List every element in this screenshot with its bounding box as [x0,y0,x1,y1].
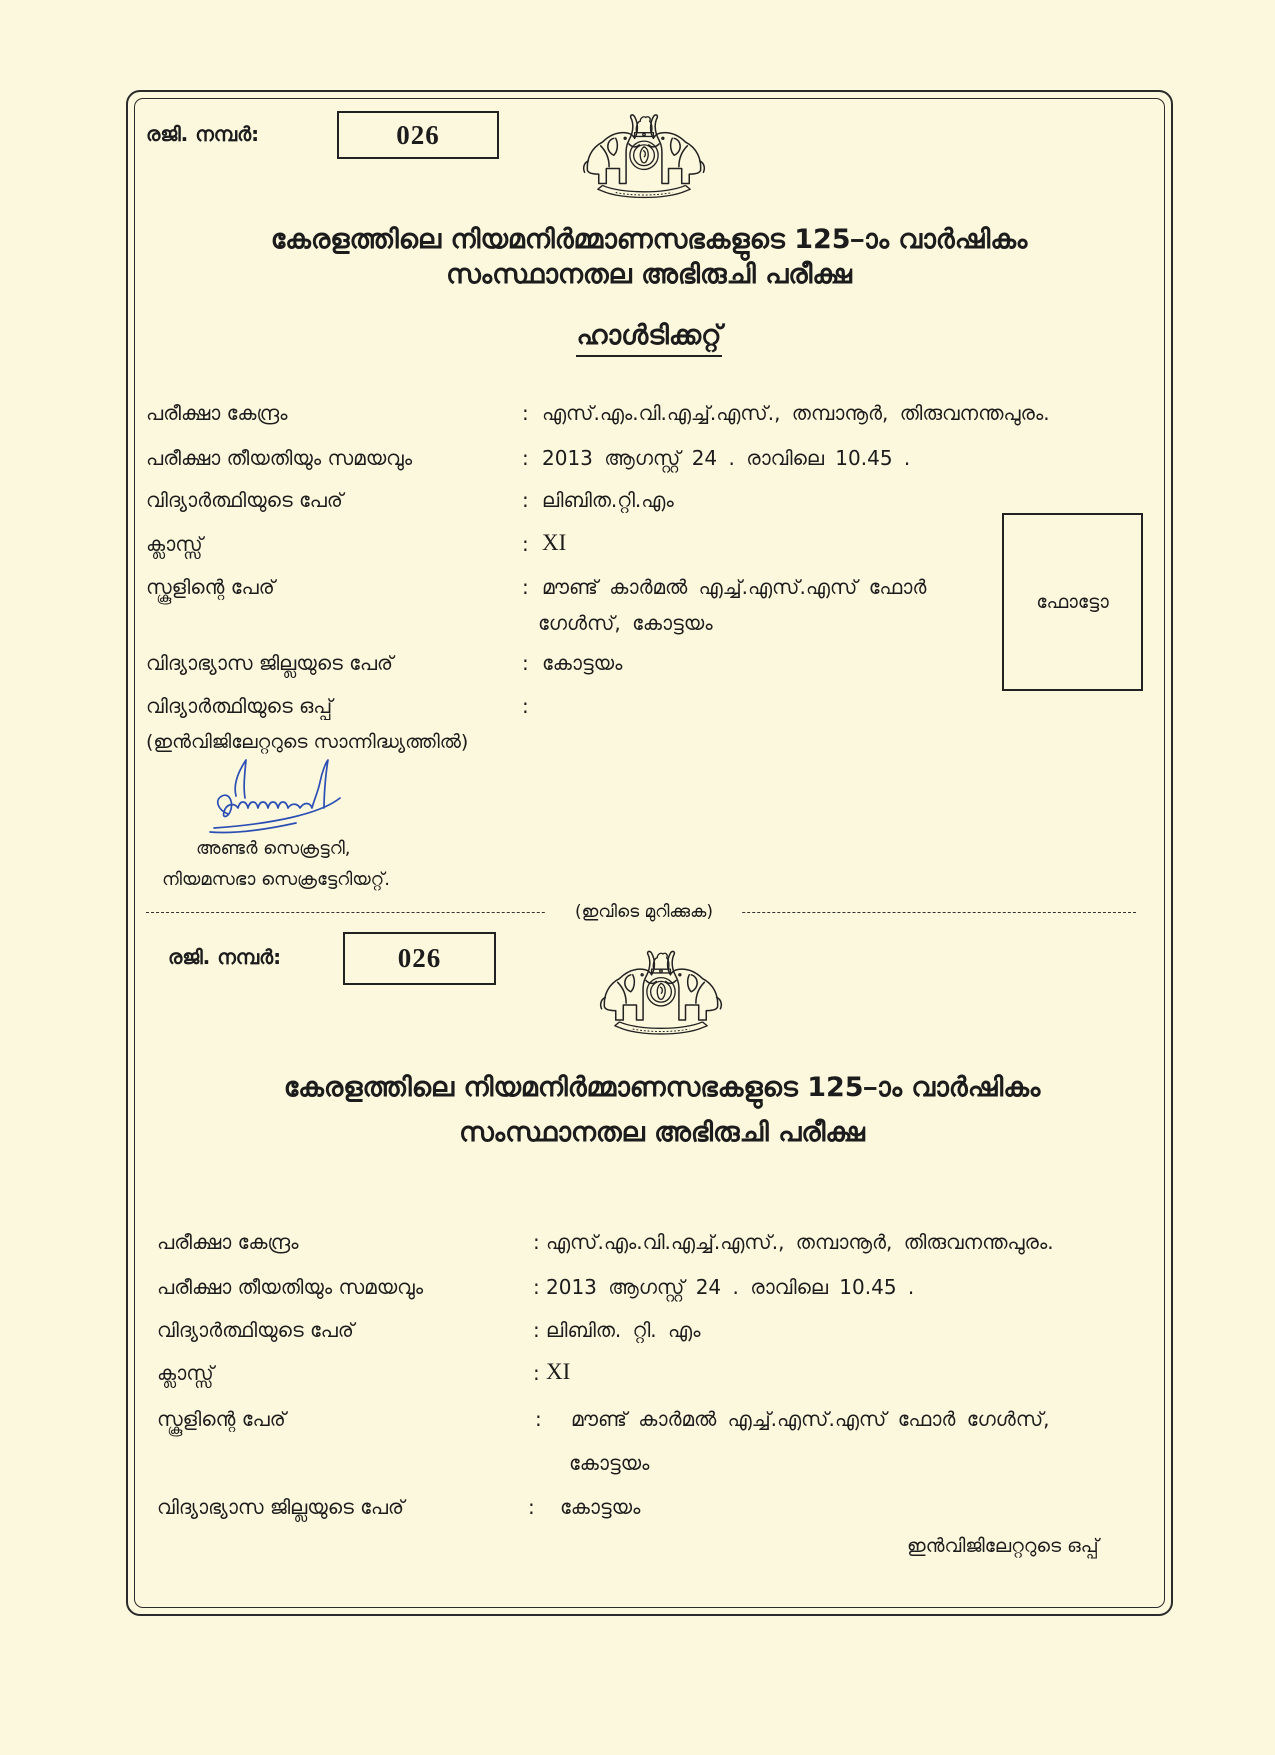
field-label-exam-date-time: പരീക്ഷാ തീയതിയും സമയവും [146,446,413,470]
field-value-school-name-line-2: ഗേൾസ്, കോട്ടയം [538,611,713,635]
hall-ticket-heading-row [134,318,1164,357]
field-value-education-district: കോട്ടയം [542,651,623,675]
field-value-school-name-line-1: മൗണ്ട് കാർമൽ എച്ച്.എസ്.എസ് ഫോർ [542,575,927,599]
handwritten-signature [200,752,380,848]
title-line-1: കേരളത്തിലെ നിയമനിർമ്മാണസഭകളുടെ 125–ാം വാർഷികം [283,1072,1041,1103]
field-value-exam-centre: എസ്.എം.വി.എച്ച്.എസ്., തമ്പാനൂർ, തിരുവനന്തപുരം. [542,401,1050,425]
field-value-exam-centre: എസ്.എം.വി.എച്ച്.എസ്., തമ്പാനൂർ, തിരുവനന്തപുരം. [546,1230,1054,1254]
field-value-class: XI [546,1359,571,1384]
field-label-student-name: വിദ്യാർത്ഥിയുടെ പേര് [146,488,343,512]
signatory-designation: അണ്ടർ സെക്രട്ടറി, [196,838,351,859]
field-value-student-name: ലിബിത. റ്റി. എം [546,1318,701,1342]
field-value-student-name: ലിബിത.റ്റി.എം [542,488,674,512]
field-value-class: XI [542,530,567,555]
photo-label: ഫോട്ടോ [1036,591,1109,613]
field-label-education-district: വിദ്യാഭ്യാസ ജില്ലയുടെ പേര് [146,651,394,675]
field-colon: : [522,694,529,718]
signatory-office: നിയമസഭാ സെക്രട്ടേറിയറ്റ്. [162,869,390,890]
reg-number-value: 026 [396,119,440,150]
signature-note: (ഇൻവിജിലേറ്ററുടെ സാന്നിദ്ധ്യത്തിൽ) [146,731,469,753]
photo-box [1002,513,1143,691]
field-label-school-name: സ്കൂളിന്റെ പേര് [157,1407,286,1431]
reg-number-box [343,932,496,985]
field-colon: : [522,532,529,556]
field-label-exam-centre: പരീക്ഷാ കേന്ദ്രം [146,401,288,425]
field-colon: : [533,1275,540,1299]
field-colon: : [533,1361,540,1385]
title-line-1: കേരളത്തിലെ നിയമനിർമ്മാണസഭകളുടെ 125–ാം വാർഷികം [270,224,1028,255]
field-label-school-name: സ്കൂളിന്റെ പേര് [146,575,275,599]
hall-ticket-heading: ഹാൾടിക്കറ്റ് [576,319,721,357]
field-colon: : [535,1407,542,1431]
field-value-school-name-line-2: കോട്ടയം [569,1451,650,1475]
emblem-ribbon [615,1022,707,1034]
field-label-exam-centre: പരീക്ഷാ കേന്ദ്രം [157,1230,299,1254]
field-value-exam-date-time: 2013 ആഗസ്റ്റ് 24 . രാവിലെ 10.45 . [542,446,911,470]
field-colon: : [522,488,529,512]
field-value-education-district: കോട്ടയം [560,1495,641,1519]
title-line-2: സംസ്ഥാനതല അഭിരുചി പരീക്ഷ [446,259,852,290]
field-colon: : [522,651,529,675]
cut-here-label: (ഇവിടെ മുറിക്കുക) [546,899,742,925]
reg-number-box [337,111,499,159]
reg-number-label: രജി. നമ്പർ: [168,945,282,969]
conch-shield [630,141,658,169]
field-label-student-signature: വിദ്യാർത്ഥിയുടെ ഒപ്പ് [146,694,333,718]
field-value-exam-date-time: 2013 ആഗസ്റ്റ് 24 . രാവിലെ 10.45 . [546,1275,915,1299]
title-line-2: സംസ്ഥാനതല അഭിരുചി പരീക്ഷ [459,1117,865,1148]
conch-shield [647,978,675,1006]
invigilator-signature-label: ഇൻവിജിലേറ്ററുടെ ഒപ്പ് [907,1535,1099,1557]
field-colon: : [522,446,529,470]
field-label-class: ക്ലാസ്സ് [146,532,203,556]
reg-number-value: 026 [397,943,442,973]
reg-number-label: രജി. നമ്പർ: [146,122,260,146]
field-label-education-district: വിദ്യാഭ്യാസ ജില്ലയുടെ പേര് [157,1495,405,1519]
emblem-ribbon [598,185,690,197]
state-emblem-icon [595,940,727,1036]
field-colon: : [522,575,529,599]
field-label-exam-date-time: പരീക്ഷാ തീയതിയും സമയവും [157,1275,424,1299]
field-value-school-name-line-1: മൗണ്ട് കാർമൽ എച്ച്.എസ്.എസ് ഫോർ ഗേൾസ്, [571,1407,1050,1431]
field-label-student-name: വിദ്യാർത്ഥിയുടെ പേര് [157,1318,354,1342]
field-label-class: ക്ലാസ്സ് [157,1361,214,1385]
field-colon: : [528,1495,535,1519]
field-colon: : [522,401,529,425]
state-emblem-icon [578,103,710,200]
field-colon: : [533,1230,540,1254]
field-colon: : [533,1318,540,1342]
